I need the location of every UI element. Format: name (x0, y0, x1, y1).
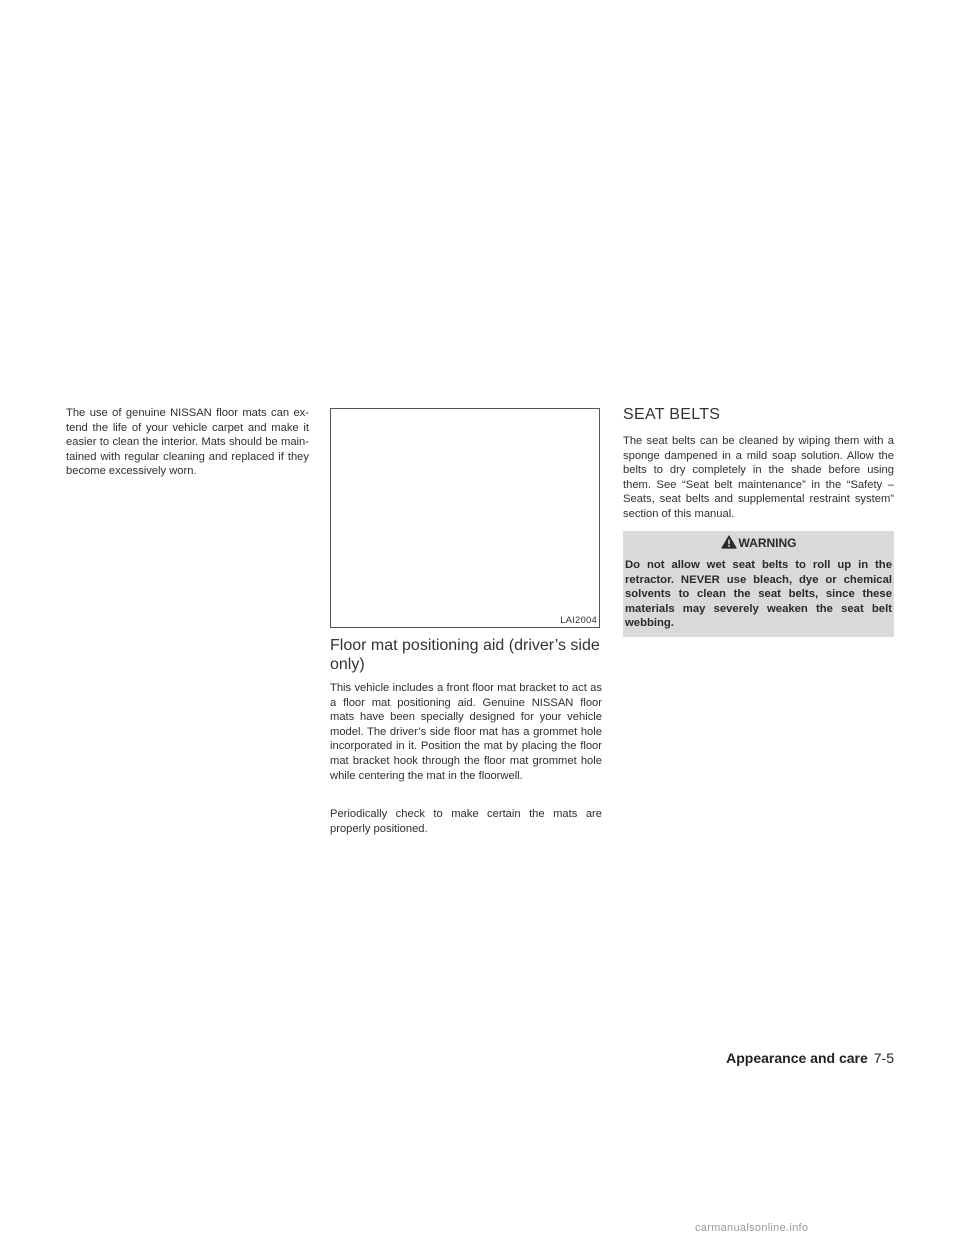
figure-code: LAI2004 (560, 615, 597, 626)
warning-text: Do not allow wet seat belts to roll up in the retractor. NEVER use bleach, dye or chemical solvents to clean the seat belts, since these materials may severely weaken the seat belt webbing. (625, 559, 892, 630)
watermark: carmanualsonline.info (695, 1222, 809, 1234)
floor-mats-paragraph: The use of genuine NISSAN floor mats can extend the life of your vehicle carpet and make it easier to clean the interior. Mats should be maintained with regular cleaning and replaced if they become excessively worn. (66, 407, 309, 478)
warning-box (623, 531, 894, 637)
floor-mat-figure (330, 408, 600, 628)
seat-belts-paragraph: The seat belts can be cleaned by wiping them with a sponge dampened in a mild soap solution. Allow the belts to dry completely in the shade before using them. See “Seat belt maintenance” in the “Safety – Seats, seat belts and supplemental restraint system” section of this manual. (623, 435, 894, 520)
page-footer (710, 1049, 894, 1067)
seat-belts-heading: SEAT BELTS (623, 406, 721, 423)
warning-title-text: WARNING (738, 536, 797, 550)
check-mats-paragraph: Periodically check to make certain the mats are properly positioned. (330, 808, 602, 835)
footer-section-title: Appearance and care (726, 1050, 868, 1066)
floor-mat-subheading: Floor mat positioning aid (driver’s side only) (330, 637, 600, 673)
positioning-aid-paragraph: This vehicle includes a front floor mat bracket to act as a floor mat positioning aid. Genuine NISSAN floor mats have been specially designed for your vehicle model. The driver’s side floor mat has a grommet hole incorporated in it. Position the mat by placing the floor mat bracket hook through the floor mat grommet hole while centering the mat in the floorwell. (330, 682, 602, 782)
warning-title (623, 535, 894, 553)
warning-triangle-icon (721, 535, 737, 553)
page-number: 7-5 (873, 1050, 894, 1066)
